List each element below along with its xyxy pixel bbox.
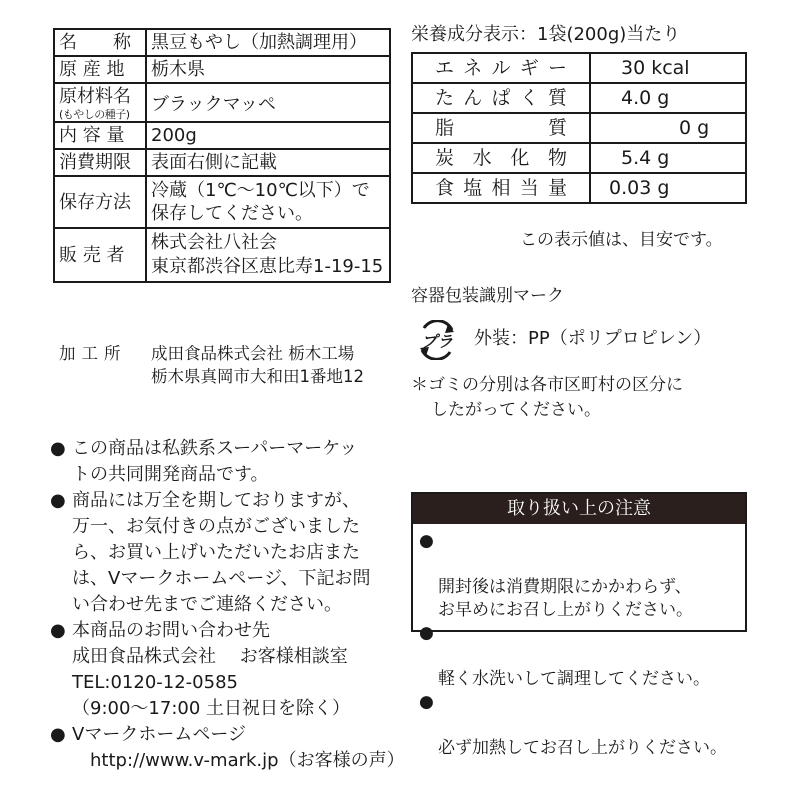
nutrition-table (411, 52, 747, 204)
nutrient-name: たんぱく質 (412, 83, 590, 113)
list-item (50, 722, 405, 774)
row-value: 200g (146, 122, 390, 149)
table-row (412, 53, 746, 83)
row-key: 原材料名 (59, 86, 131, 107)
bullet-icon: ● (419, 692, 434, 712)
row-value: 株式会社八社会 東京都渋谷区恵比寿1-19-15 (146, 228, 390, 282)
list-item (419, 622, 745, 691)
bullet-icon: ● (50, 490, 66, 511)
nutrient-value: 5.4 g (590, 143, 746, 173)
table-row (54, 56, 390, 83)
processor-name: 成田食品株式会社 栃木工場 (151, 344, 355, 363)
table-row (54, 83, 390, 122)
processor-label: 加工所 (59, 344, 127, 363)
disposal-line: ＊ゴミの分別は各市区町村の区分に (411, 375, 683, 395)
row-value: 栃木県 (146, 56, 390, 83)
processor-address: 栃木県真岡市大和田1番地12 (151, 367, 364, 386)
caution-text: 開封後は消費期限にかかわらず、 お早めにお召し上がりください。 (438, 577, 693, 620)
nutrient-value: 4.0 g (590, 83, 746, 113)
table-row (54, 29, 390, 56)
row-key-group (54, 83, 146, 122)
disposal-note (411, 373, 791, 423)
caution-header: 取り扱い上の注意 (413, 494, 745, 524)
bullet-icon: ● (50, 438, 66, 459)
table-row (412, 143, 746, 173)
row-key: 名 称 (54, 29, 146, 56)
nutrient-name: 食塩相当量 (412, 173, 590, 203)
table-row (412, 173, 746, 203)
row-key-sub: (もやしの種子) (59, 108, 130, 121)
caution-list (413, 524, 745, 760)
row-value: 表面右側に記載 (146, 149, 390, 176)
row-value: 黒豆もやし（加熱調理用） (146, 29, 390, 56)
caution-text: 軽く水洗いして調理してください。 (438, 669, 710, 689)
bullet-icon: ● (50, 724, 66, 745)
list-item (419, 530, 745, 622)
pla-recycle-icon (414, 320, 460, 360)
bullet-icon: ● (419, 623, 434, 643)
product-info-table (53, 28, 391, 283)
nutrient-name: 脂質 (412, 113, 590, 143)
outer-material: 外装：PP（ポリプロピレン） (474, 328, 712, 349)
notes-section (50, 436, 405, 774)
row-key: 原 産 地 (54, 56, 146, 83)
nutrient-value: 30 kcal (590, 53, 746, 83)
table-row (54, 149, 390, 176)
bullet-icon: ● (50, 620, 66, 641)
recycle-title: 容器包装識別マーク (411, 286, 564, 306)
nutrient-value: 0 g (590, 113, 746, 143)
nutrition-footnote: この表示値は、目安です。 (520, 230, 723, 250)
row-key: 販 売 者 (54, 228, 146, 282)
caution-text: 必ず加熱してお召し上がりください。 (438, 738, 727, 758)
row-value: ブラックマッペ (146, 83, 390, 122)
list-item (50, 436, 400, 488)
list-item (50, 488, 400, 618)
table-row (412, 83, 746, 113)
list-item (50, 618, 400, 722)
disposal-line: したがってください。 (431, 400, 601, 420)
nutrient-name: エネルギー (412, 53, 590, 83)
row-key: 保存方法 (54, 176, 146, 228)
note-text: Vマークホームページ http://www.v-mark.jp（お客様の声） (72, 724, 405, 771)
table-row (54, 228, 390, 282)
bullet-icon: ● (419, 531, 434, 551)
nutrient-value: 0.03 g (590, 173, 746, 203)
row-key: 消費期限 (54, 149, 146, 176)
table-row (412, 113, 746, 143)
note-text: 本商品のお問い合わせ先 成田食品株式会社 お客様相談室 TEL:0120-12-0585 （9:00～17:00 土日祝日を除く） (72, 620, 351, 719)
note-text: この商品は私鉄系スーパーマーケッ トの共同開発商品です。 (72, 438, 358, 485)
pla-mark-text: プラ (420, 332, 454, 351)
list-item (419, 691, 745, 760)
nutrition-title: 栄養成分表示：1袋(200g)当たり (411, 24, 681, 45)
note-text: 商品には万全を期しておりますが、 万一、お気付きの点がございました ら、お買い上げいただいたお店また は、Vマークホームページ、下記お問 い合わせ先までご連絡ください。 (72, 490, 371, 615)
row-value: 冷蔵（1℃～10℃以下）で保存してください。 (146, 176, 390, 228)
table-row (54, 122, 390, 149)
table-row (54, 176, 390, 228)
nutrient-name: 炭水化物 (412, 143, 590, 173)
handling-caution-box (411, 492, 747, 758)
row-key: 内 容 量 (54, 122, 146, 149)
